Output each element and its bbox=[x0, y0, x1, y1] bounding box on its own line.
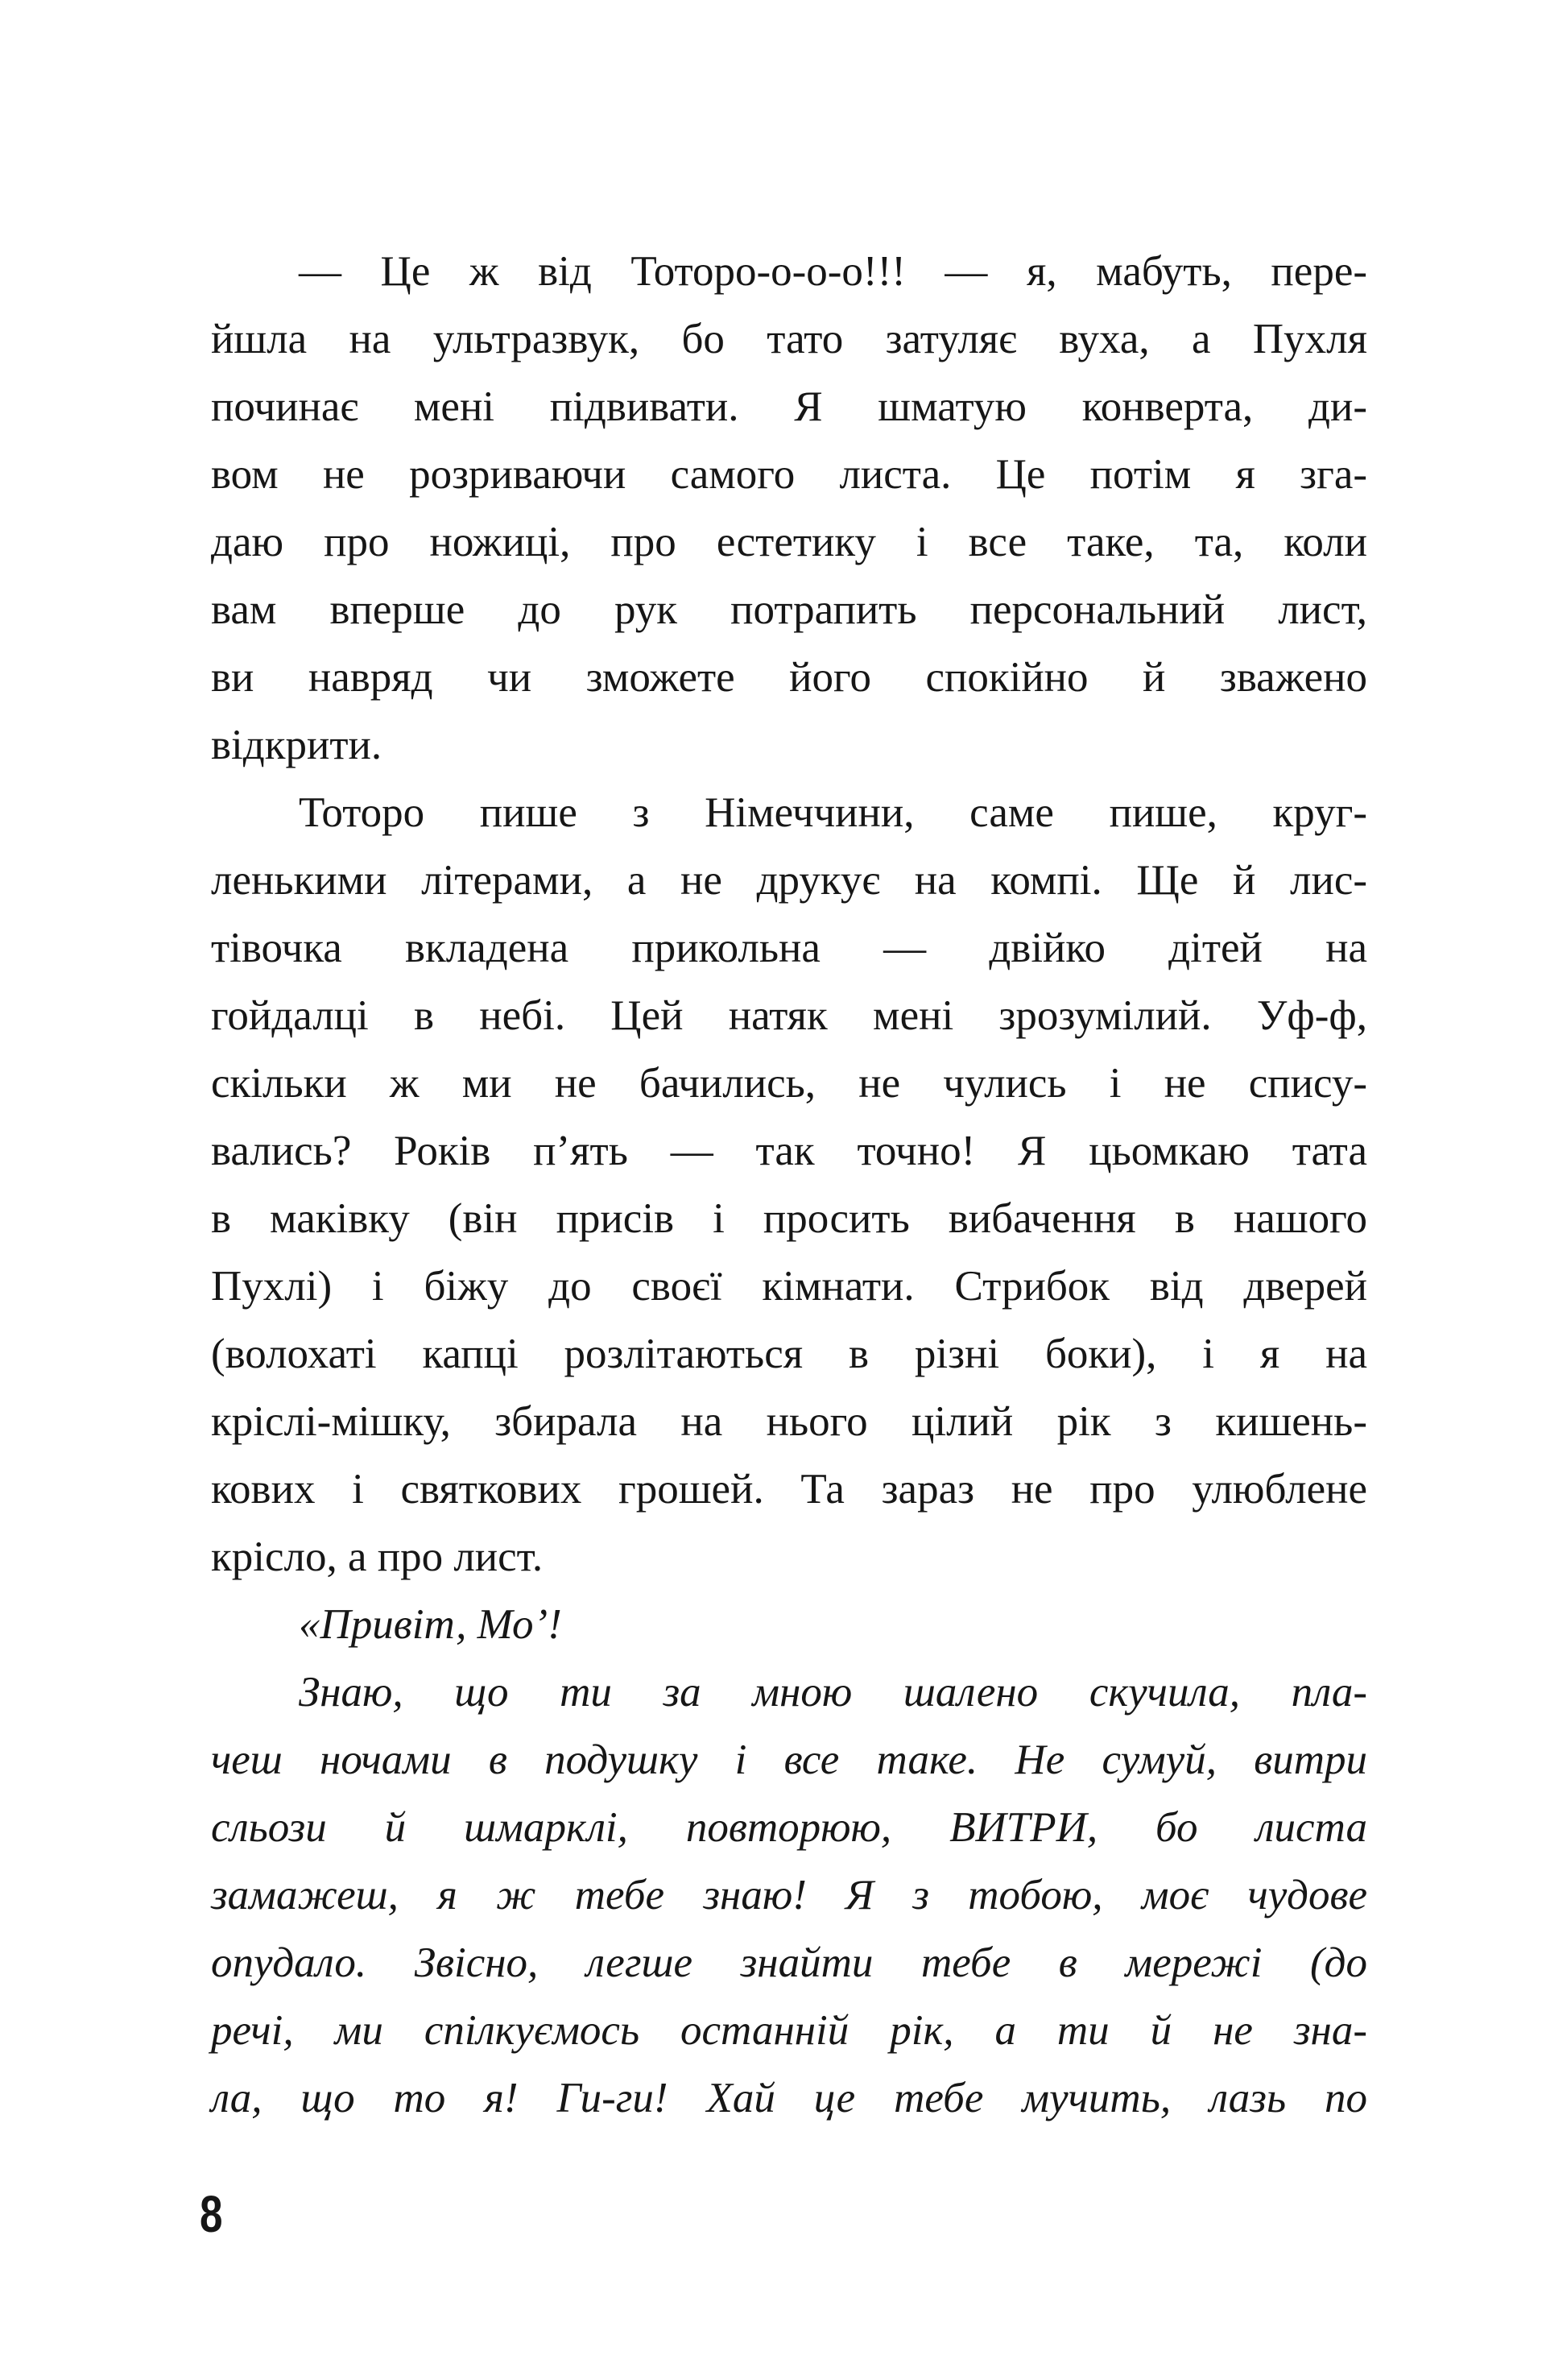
text-line: ленькими літерами, а не друкує на компі. Ще й лис- bbox=[211, 857, 1367, 904]
text-line: йшла на ультразвук, бо тато затуляє вуха, а Пухля bbox=[211, 316, 1367, 362]
text-line: даю про ножиці, про естетику і все таке, та, коли bbox=[211, 519, 1367, 565]
text-line: — Це ж від Тоторо-о-о-о!!! — я, мабуть, пере- bbox=[299, 248, 1367, 295]
paragraph bbox=[211, 1658, 1367, 2132]
text-line: скільки ж ми не бачились, не чулись і не спису- bbox=[211, 1060, 1367, 1107]
paragraph bbox=[211, 238, 1367, 779]
text-line: крісло, а про лист. bbox=[211, 1534, 544, 1580]
text-line: Пухлі) і біжу до своєї кімнати. Стрибок від дверей bbox=[211, 1263, 1367, 1310]
text-line: вом не розриваючи самого листа. Це потім я зга- bbox=[211, 451, 1367, 498]
text-line: тівочка вкладена прикольна — двійко дітей на bbox=[211, 925, 1367, 971]
text-line: починає мені підвивати. Я шматую конверта, ди- bbox=[211, 383, 1367, 430]
text-line: кріслі-мішку, збирала на нього цілий рік з кишень- bbox=[211, 1398, 1367, 1445]
page-number: 8 bbox=[200, 2185, 223, 2243]
text-line: вались? Років п’ять — так точно! Я цьомкаю тата bbox=[211, 1128, 1367, 1174]
text-line: ла, що то я! Ги-ги! Хай це тебе мучить, лазь по bbox=[211, 2075, 1367, 2121]
text-line: в маківку (він присів і просить вибачення в нашого bbox=[211, 1195, 1367, 1242]
text-line: відкрити. bbox=[211, 722, 382, 768]
text-line: Знаю, що ти за мною шалено скучила, пла- bbox=[299, 1669, 1367, 1716]
text-line: речі, ми спілкуємось останній рік, а ти й не зна- bbox=[211, 2007, 1367, 2054]
text-line: «Привіт, Мо’! bbox=[299, 1601, 562, 1648]
text-line: опудало. Звісно, легше знайти тебе в мережі (до bbox=[211, 1939, 1367, 1986]
text-line: гойдалці в небі. Цей натяк мені зрозумілий. Уф-ф, bbox=[211, 992, 1367, 1039]
paragraph bbox=[211, 779, 1367, 1591]
text-line: Тоторо пише з Німеччини, саме пише, круг- bbox=[299, 789, 1367, 836]
text-line: чеш ночами в подушку і все таке. Не сумуй, витри bbox=[211, 1736, 1367, 1783]
text-line: (волохаті капці розлітаються в різні боки), і я на bbox=[211, 1331, 1367, 1377]
text-line: сльози й шмарклі, повторюю, ВИТРИ, бо листа bbox=[211, 1804, 1367, 1851]
paragraph bbox=[211, 1591, 1367, 1658]
text-line: вам вперше до рук потрапить персональний лист, bbox=[211, 586, 1367, 633]
body-text bbox=[211, 238, 1367, 2132]
text-line: кових і святкових грошей. Та зараз не про улюблене bbox=[211, 1466, 1367, 1513]
text-line: ви навряд чи зможете його спокійно й зважено bbox=[211, 654, 1367, 701]
text-line: замажеш, я ж тебе знаю! Я з тобою, моє чудове bbox=[211, 1872, 1367, 1918]
